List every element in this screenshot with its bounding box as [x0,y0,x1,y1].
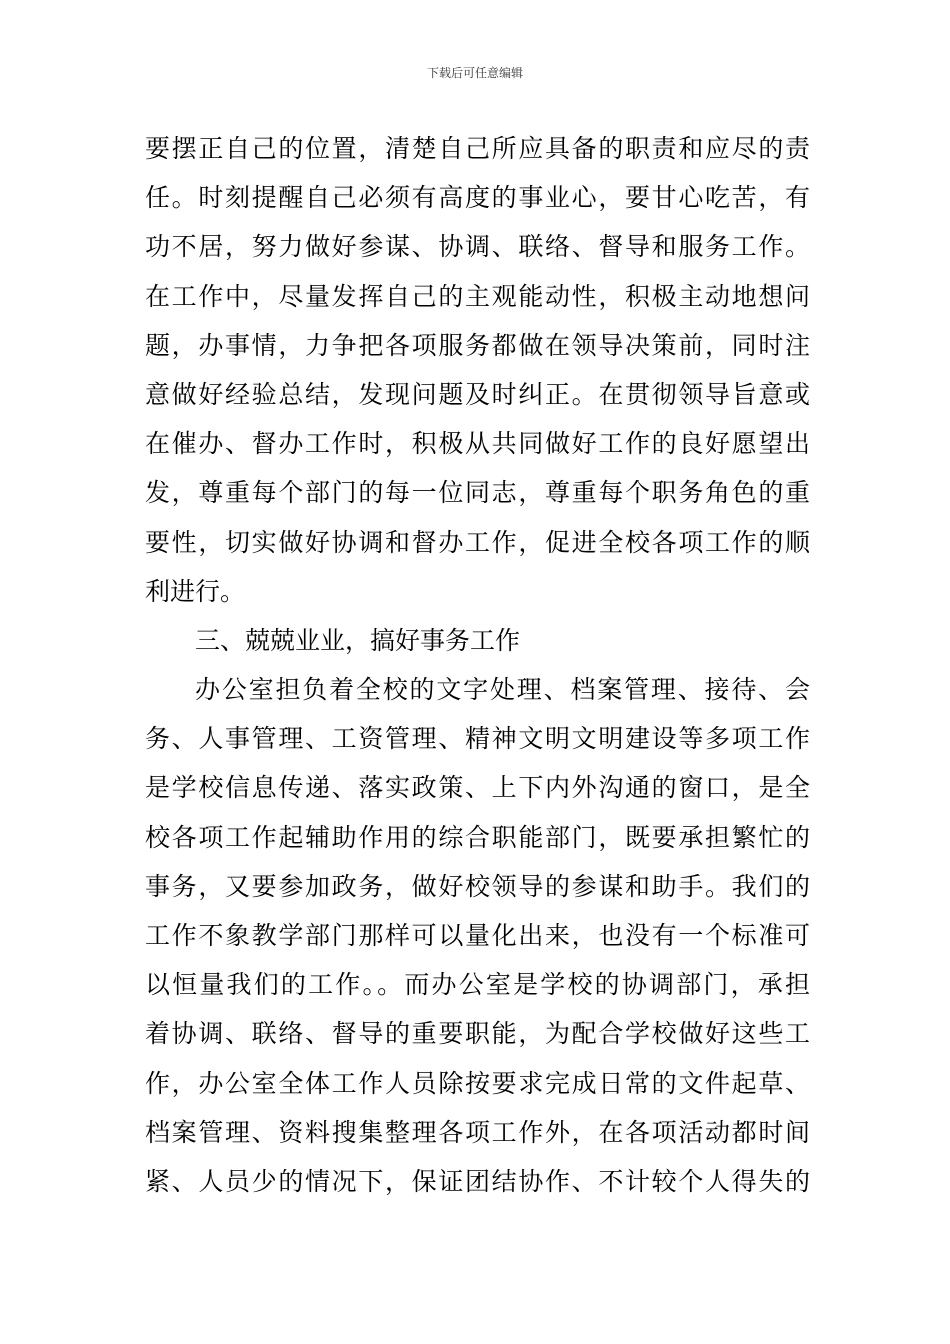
text-line: 要性，切实做好协调和督办工作，促进全校各项工作的顺 [145,527,810,557]
text-line: 作，办公室全体工作人员除按要求完成日常的文件起草、 [145,1068,810,1098]
text-line: 务、人事管理、工资管理、精神文明文明建设等多项工作 [145,724,810,754]
text-line: 功不居，努力做好参谋、协调、联络、督导和服务工作。 [145,232,810,262]
text-line: 任。时刻提醒自己必须有高度的事业心，要甘心吃苦，有 [145,183,810,213]
text-line: 在催办、督办工作时，积极从共同做好工作的良好愿望出 [145,429,810,459]
text-line: 档案管理、资料搜集整理各项工作外，在各项活动都时间 [145,1117,810,1147]
text-line: 事务，又要参加政务，做好校领导的参谋和助手。我们的 [145,871,810,901]
text-line: 发，尊重每个部门的每一位同志，尊重每个职务角色的重 [145,478,810,508]
text-line: 题，办事情，力争把各项服务都做在领导决策前，同时注 [145,330,810,360]
text-line: 在工作中，尽量发挥自己的主观能动性，积极主动地想问 [145,281,810,311]
text-line: 校各项工作起辅助作用的综合职能部门，既要承担繁忙的 [145,822,810,852]
section-heading: 三、兢兢业业，搞好事务工作 [195,625,521,655]
paragraph-end-line: 利进行。 [145,576,246,606]
text-line: 以恒量我们的工作。。而办公室是学校的协调部门，承担 [145,970,810,1000]
text-line: 意做好经验总结，发现问题及时纠正。在贯彻领导旨意或 [145,379,810,409]
text-line: 是学校信息传递、落实政策、上下内外沟通的窗口，是全 [145,773,810,803]
body-text [145,124,810,1206]
text-line: 着协调、联络、督导的重要职能，为配合学校做好这些工 [145,1019,810,1049]
paragraph-first-line: 办公室担负着全校的文字处理、档案管理、接待、会 [195,675,810,705]
text-line: 要摆正自己的位置，清楚自己所应具备的职责和应尽的责 [145,134,810,163]
page-header: 下载后可任意编辑 [426,66,523,80]
text-line: 工作不象教学部门那样可以量化出来，也没有一个标准可 [145,921,810,950]
text-line: 紧、人员少的情况下，保证团结协作、不计较个人得失的 [145,1166,810,1196]
